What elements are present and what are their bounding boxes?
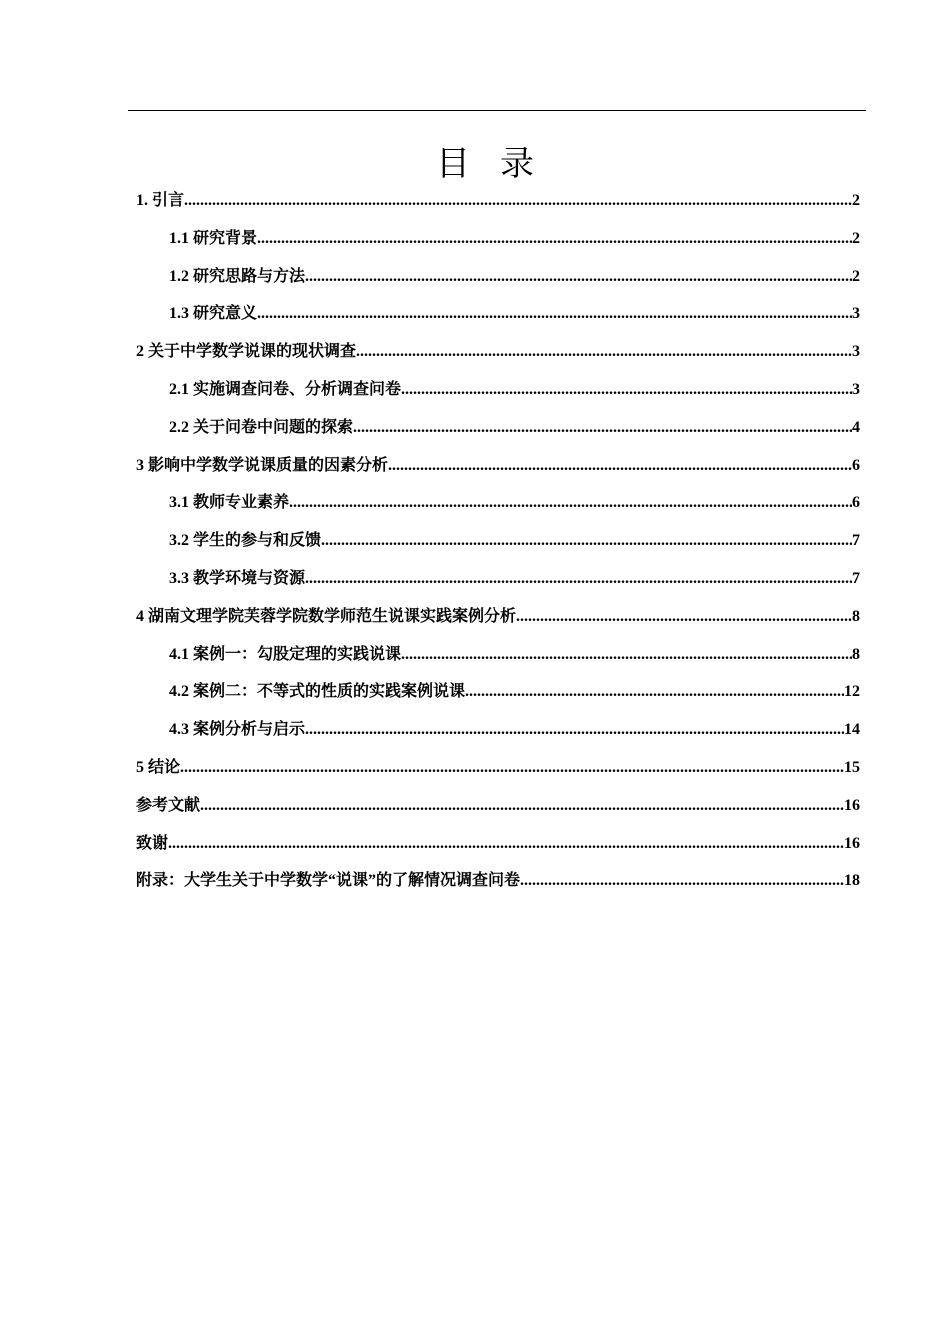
toc-entry-page: 15: [844, 758, 860, 776]
toc-entry-label: 4.1 案例一：勾股定理的实践说课: [169, 645, 402, 663]
toc-entry[interactable]: [136, 832, 860, 870]
toc-entry-page: 2: [852, 229, 860, 247]
dot-leader: [184, 189, 852, 213]
toc-entry-page: 7: [852, 532, 860, 550]
dot-leader: [257, 227, 852, 251]
toc-entry-label: 3.3 教学环境与资源: [169, 569, 306, 587]
toc-entry-page: 7: [852, 569, 860, 587]
toc-entry[interactable]: [136, 302, 860, 340]
toc-entry-page: 12: [844, 683, 860, 701]
toc-entry[interactable]: [136, 718, 860, 756]
toc-entry-label: 1.1 研究背景: [169, 229, 258, 247]
table-of-contents: [136, 189, 860, 907]
toc-entry-label: 3 影响中学数学说课质量的因素分析: [136, 456, 389, 474]
toc-entry-label: 1.3 研究意义: [169, 305, 258, 323]
toc-entry-label: 5 结论: [136, 758, 181, 776]
toc-entry[interactable]: [136, 794, 860, 832]
dot-leader: [200, 794, 844, 818]
toc-entry-page: 3: [852, 305, 860, 323]
toc-entry-page: 3: [852, 343, 860, 361]
toc-entry-page: 8: [852, 607, 860, 625]
dot-leader: [257, 302, 852, 326]
toc-entry[interactable]: [136, 189, 860, 227]
header-rule: [128, 110, 866, 111]
toc-entry-label: 1.2 研究思路与方法: [169, 267, 306, 285]
toc-entry-label: 3.2 学生的参与和反馈: [169, 532, 322, 550]
toc-entry-label: 4 湖南文理学院芙蓉学院数学师范生说课实践案例分析: [136, 607, 517, 625]
toc-entry[interactable]: [136, 605, 860, 643]
toc-entry[interactable]: [136, 416, 860, 454]
toc-entry-label: 致谢: [136, 834, 169, 852]
dot-leader: [180, 756, 844, 780]
toc-entry-page: 16: [844, 834, 860, 852]
toc-entry-page: 6: [852, 494, 860, 512]
toc-entry[interactable]: [136, 756, 860, 794]
page-title: 目录: [436, 144, 564, 184]
dot-leader: [321, 529, 852, 553]
toc-entry[interactable]: [136, 454, 860, 492]
dot-leader: [305, 567, 852, 591]
dot-leader: [388, 454, 852, 478]
toc-entry[interactable]: [136, 227, 860, 265]
toc-entry-label: 附录：大学生关于中学数学“说课”的了解情况调查问卷: [136, 872, 521, 890]
dot-leader: [401, 378, 852, 402]
toc-entry-label: 2.1 实施调查问卷、分析调查问卷: [169, 380, 402, 398]
toc-entry[interactable]: [136, 265, 860, 303]
toc-entry-label: 2.2 关于问卷中问题的探索: [169, 418, 354, 436]
toc-entry-page: 6: [852, 456, 860, 474]
toc-entry[interactable]: [136, 378, 860, 416]
toc-entry[interactable]: [136, 567, 860, 605]
toc-entry-page: 4: [852, 418, 860, 436]
toc-entry[interactable]: [136, 491, 860, 529]
toc-entry[interactable]: [136, 529, 860, 567]
toc-entry-label: 参考文献: [136, 796, 201, 814]
toc-entry-page: 14: [844, 721, 860, 739]
dot-leader: [305, 265, 852, 289]
toc-entry-page: 16: [844, 796, 860, 814]
toc-entry-label: 4.2 案例二：不等式的性质的实践案例说课: [169, 683, 466, 701]
toc-entry-label: 4.3 案例分析与启示: [169, 721, 306, 739]
toc-entry[interactable]: [136, 340, 860, 378]
dot-leader: [401, 643, 852, 667]
toc-entry-page: 2: [852, 267, 860, 285]
toc-entry-page: 8: [852, 645, 860, 663]
toc-entry-page: 2: [852, 192, 860, 209]
dot-leader: [305, 718, 844, 742]
dot-leader: [168, 832, 844, 856]
toc-entry[interactable]: [136, 869, 860, 907]
dot-leader: [520, 869, 844, 893]
dot-leader: [356, 340, 852, 364]
dot-leader: [289, 491, 852, 515]
dot-leader: [516, 605, 852, 629]
toc-entry-page: 18: [844, 872, 860, 890]
toc-entry[interactable]: [136, 680, 860, 718]
toc-entry-label: 3.1 教师专业素养: [169, 494, 290, 512]
dot-leader: [465, 680, 844, 704]
dot-leader: [353, 416, 852, 440]
toc-entry-label: 2 关于中学数学说课的现状调查: [136, 343, 357, 361]
toc-entry-page: 3: [852, 380, 860, 398]
toc-entry[interactable]: [136, 643, 860, 681]
toc-entry-label: 1. 引言: [136, 192, 185, 209]
